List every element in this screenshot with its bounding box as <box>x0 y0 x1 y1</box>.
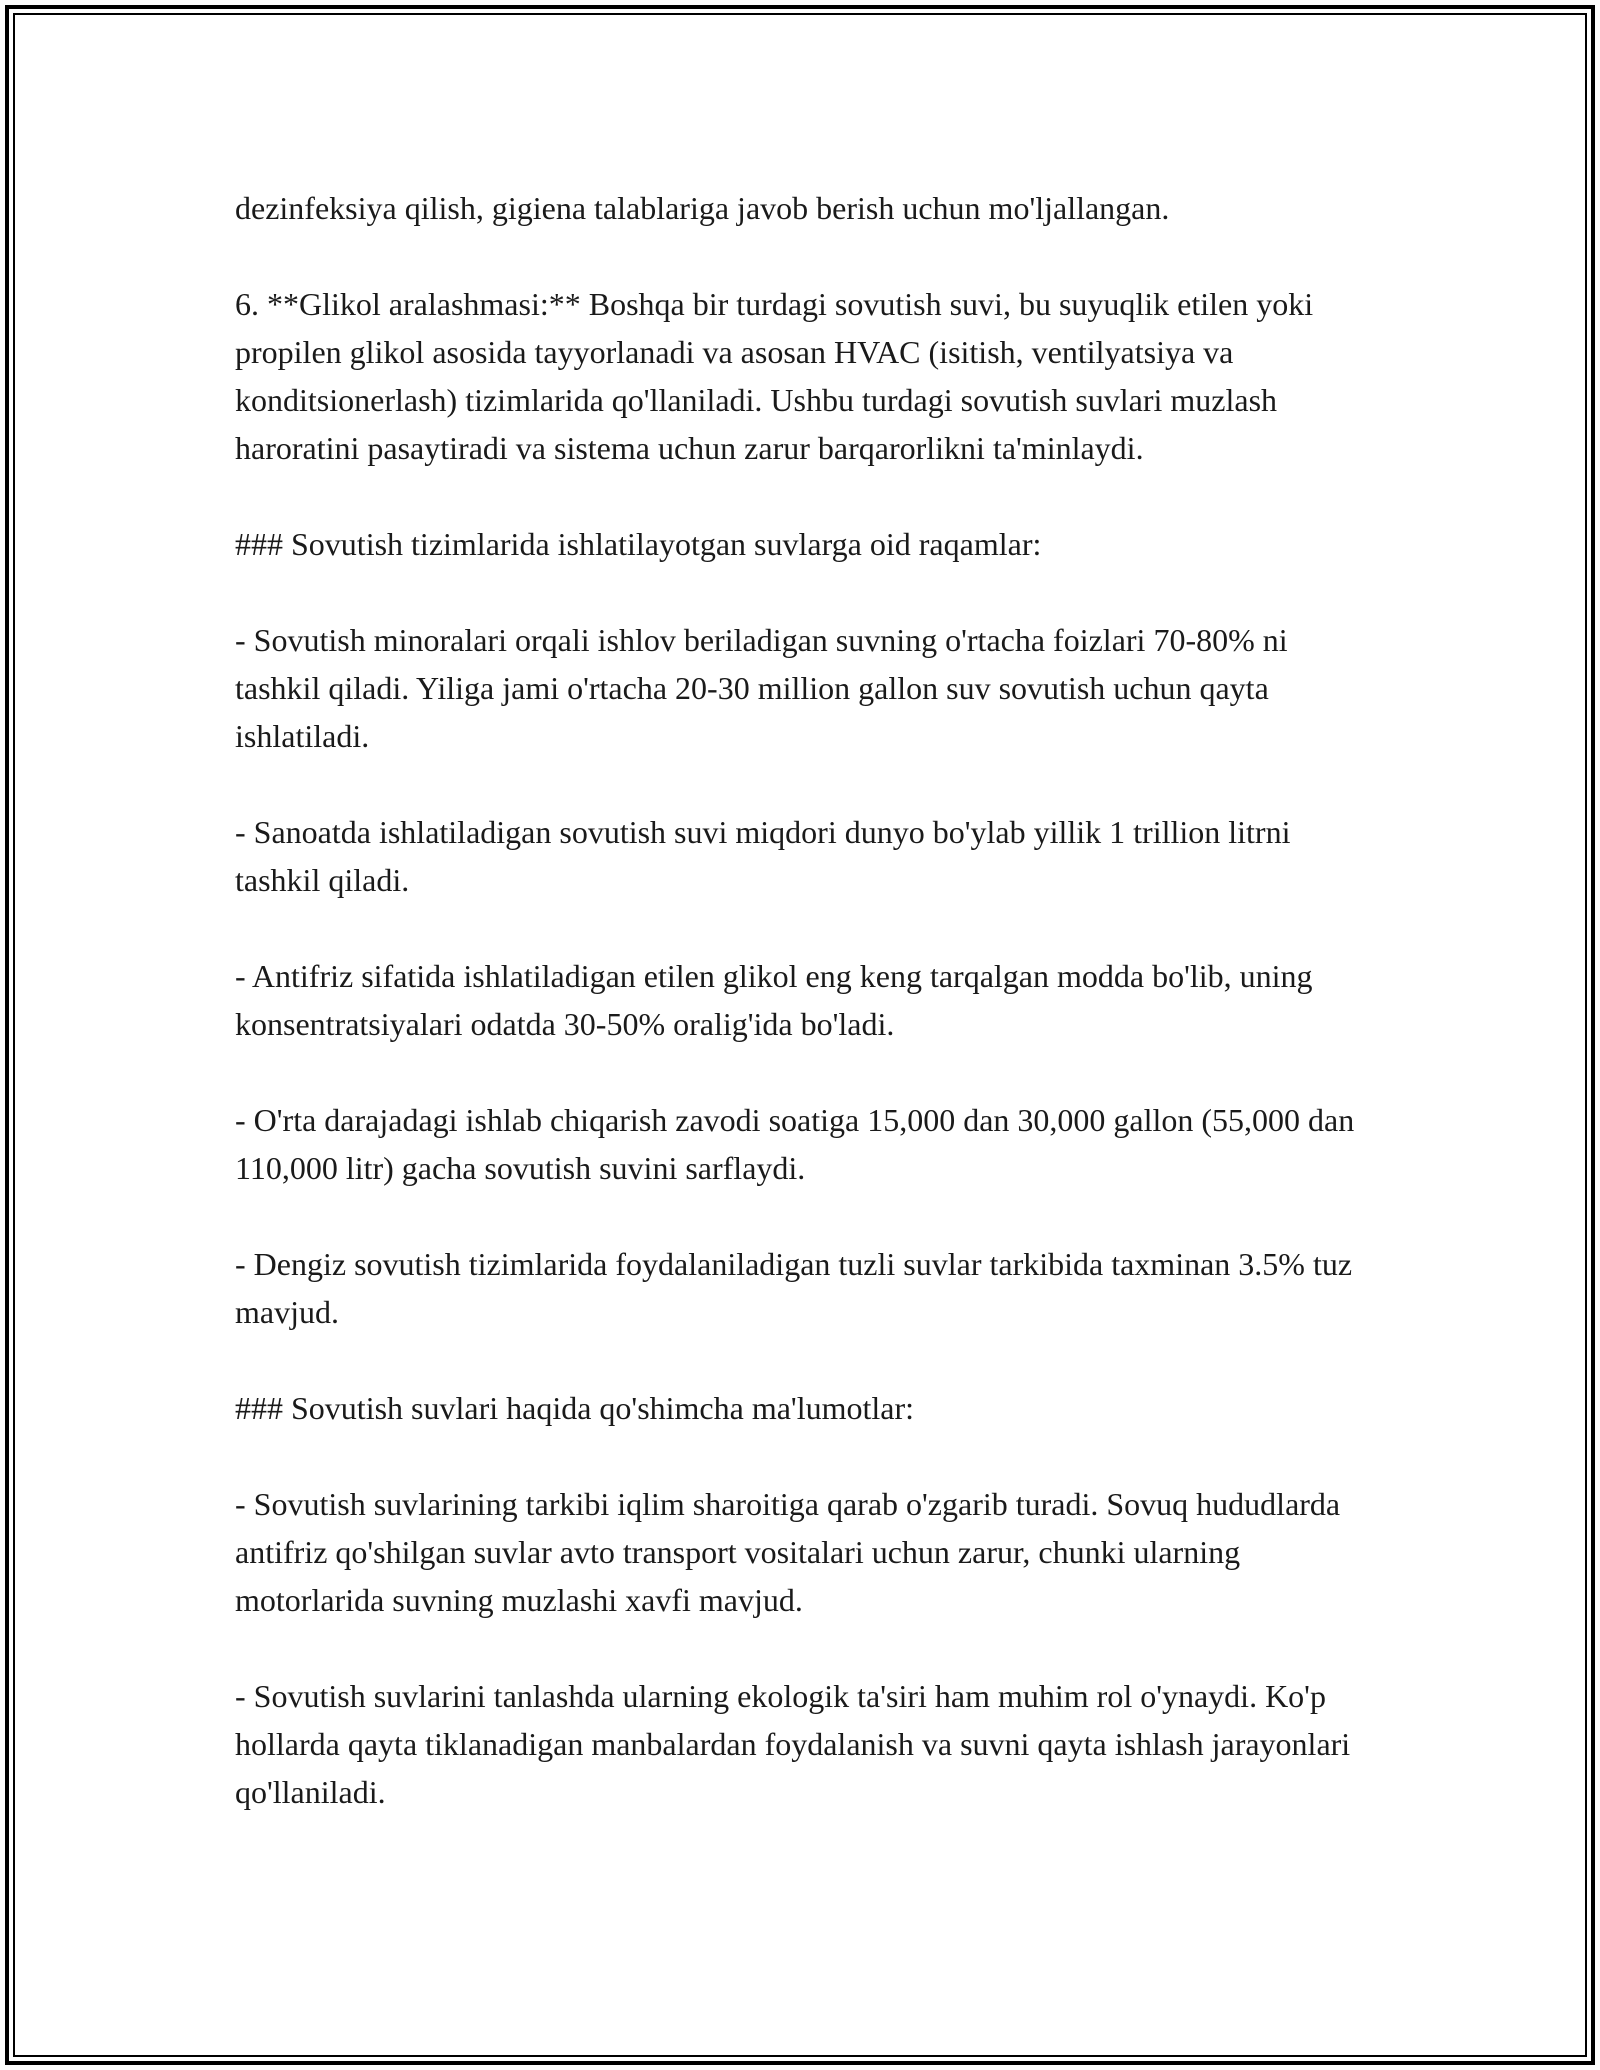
bullet-ekologik-tasir: - Sovutish suvlarini tanlashda ularning ekologik ta'siri ham muhim rol o'ynaydi. Ko'p hollarda qayta tiklanadigan manbalardan foydalanish va suvni qayta ishlash jarayonlari qo'llaniladi. <box>235 1678 1351 1810</box>
document-body <box>235 184 1375 1816</box>
paragraph-continuation: dezinfeksiya qilish, gigiena talablariga javob berish uchun mo'ljallangan. <box>235 190 1170 226</box>
bullet-dengiz-sovutish: - Dengiz sovutish tizimlarida foydalaniladigan tuzli suvlar tarkibida taxminan 3.5% tuz mavjud. <box>235 1246 1353 1330</box>
bullet-antifriz: - Antifriz sifatida ishlatiladigan etilen glikol eng keng tarqalgan modda bo'lib, uning konsentratsiyalari odatda 30-50% oralig'ida bo'ladi. <box>235 958 1313 1042</box>
bullet-ishlab-chiqarish-zavodi: - O'rta darajadagi ishlab chiqarish zavodi soatiga 15,000 dan 30,000 gallon (55,000 dan 110,000 litr) gacha sovutish suvini sarflaydi. <box>235 1102 1355 1186</box>
bullet-iqlim-sharoiti: - Sovutish suvlarining tarkibi iqlim sharoitiga qarab o'zgarib turadi. Sovuq hududlarda antifriz qo'shilgan suvlar avto transport vositalari uchun zarur, chunki ularning motorlarida suvning muzlashi xavfi mavjud. <box>235 1486 1341 1618</box>
bullet-sovutish-minoralari: - Sovutish minoralari orqali ishlov beriladigan suvning o'rtacha foizlari 70-80% ni tashkil qiladi. Yiliga jami o'rtacha 20-30 million gallon suv sovutish uchun qayta ishlatiladi. <box>235 622 1288 754</box>
section-heading-raqamlar: ### Sovutish tizimlarida ishlatilayotgan suvlarga oid raqamlar: <box>235 526 1042 562</box>
paragraph-glikol-aralashmasi: 6. **Glikol aralashmasi:** Boshqa bir turdagi sovutish suvi, bu suyuqlik etilen yoki propilen glikol asosida tayyorlanadi va asosan HVAC (isitish, ventilyatsiya va konditsionerlash) tizimlarida qo'llaniladi. Ushbu turdagi sovutish suvlari muzlash haroratini pasaytiradi va sistema uchun zarur barqarorlikni ta'minlaydi. <box>235 286 1314 466</box>
bullet-sanoat-sovutish-suvi: - Sanoatda ishlatiladigan sovutish suvi miqdori dunyo bo'ylab yillik 1 trillion litrni tashkil qiladi. <box>235 814 1291 898</box>
section-heading-qoshimcha: ### Sovutish suvlari haqida qo'shimcha ma'lumotlar: <box>235 1390 914 1426</box>
